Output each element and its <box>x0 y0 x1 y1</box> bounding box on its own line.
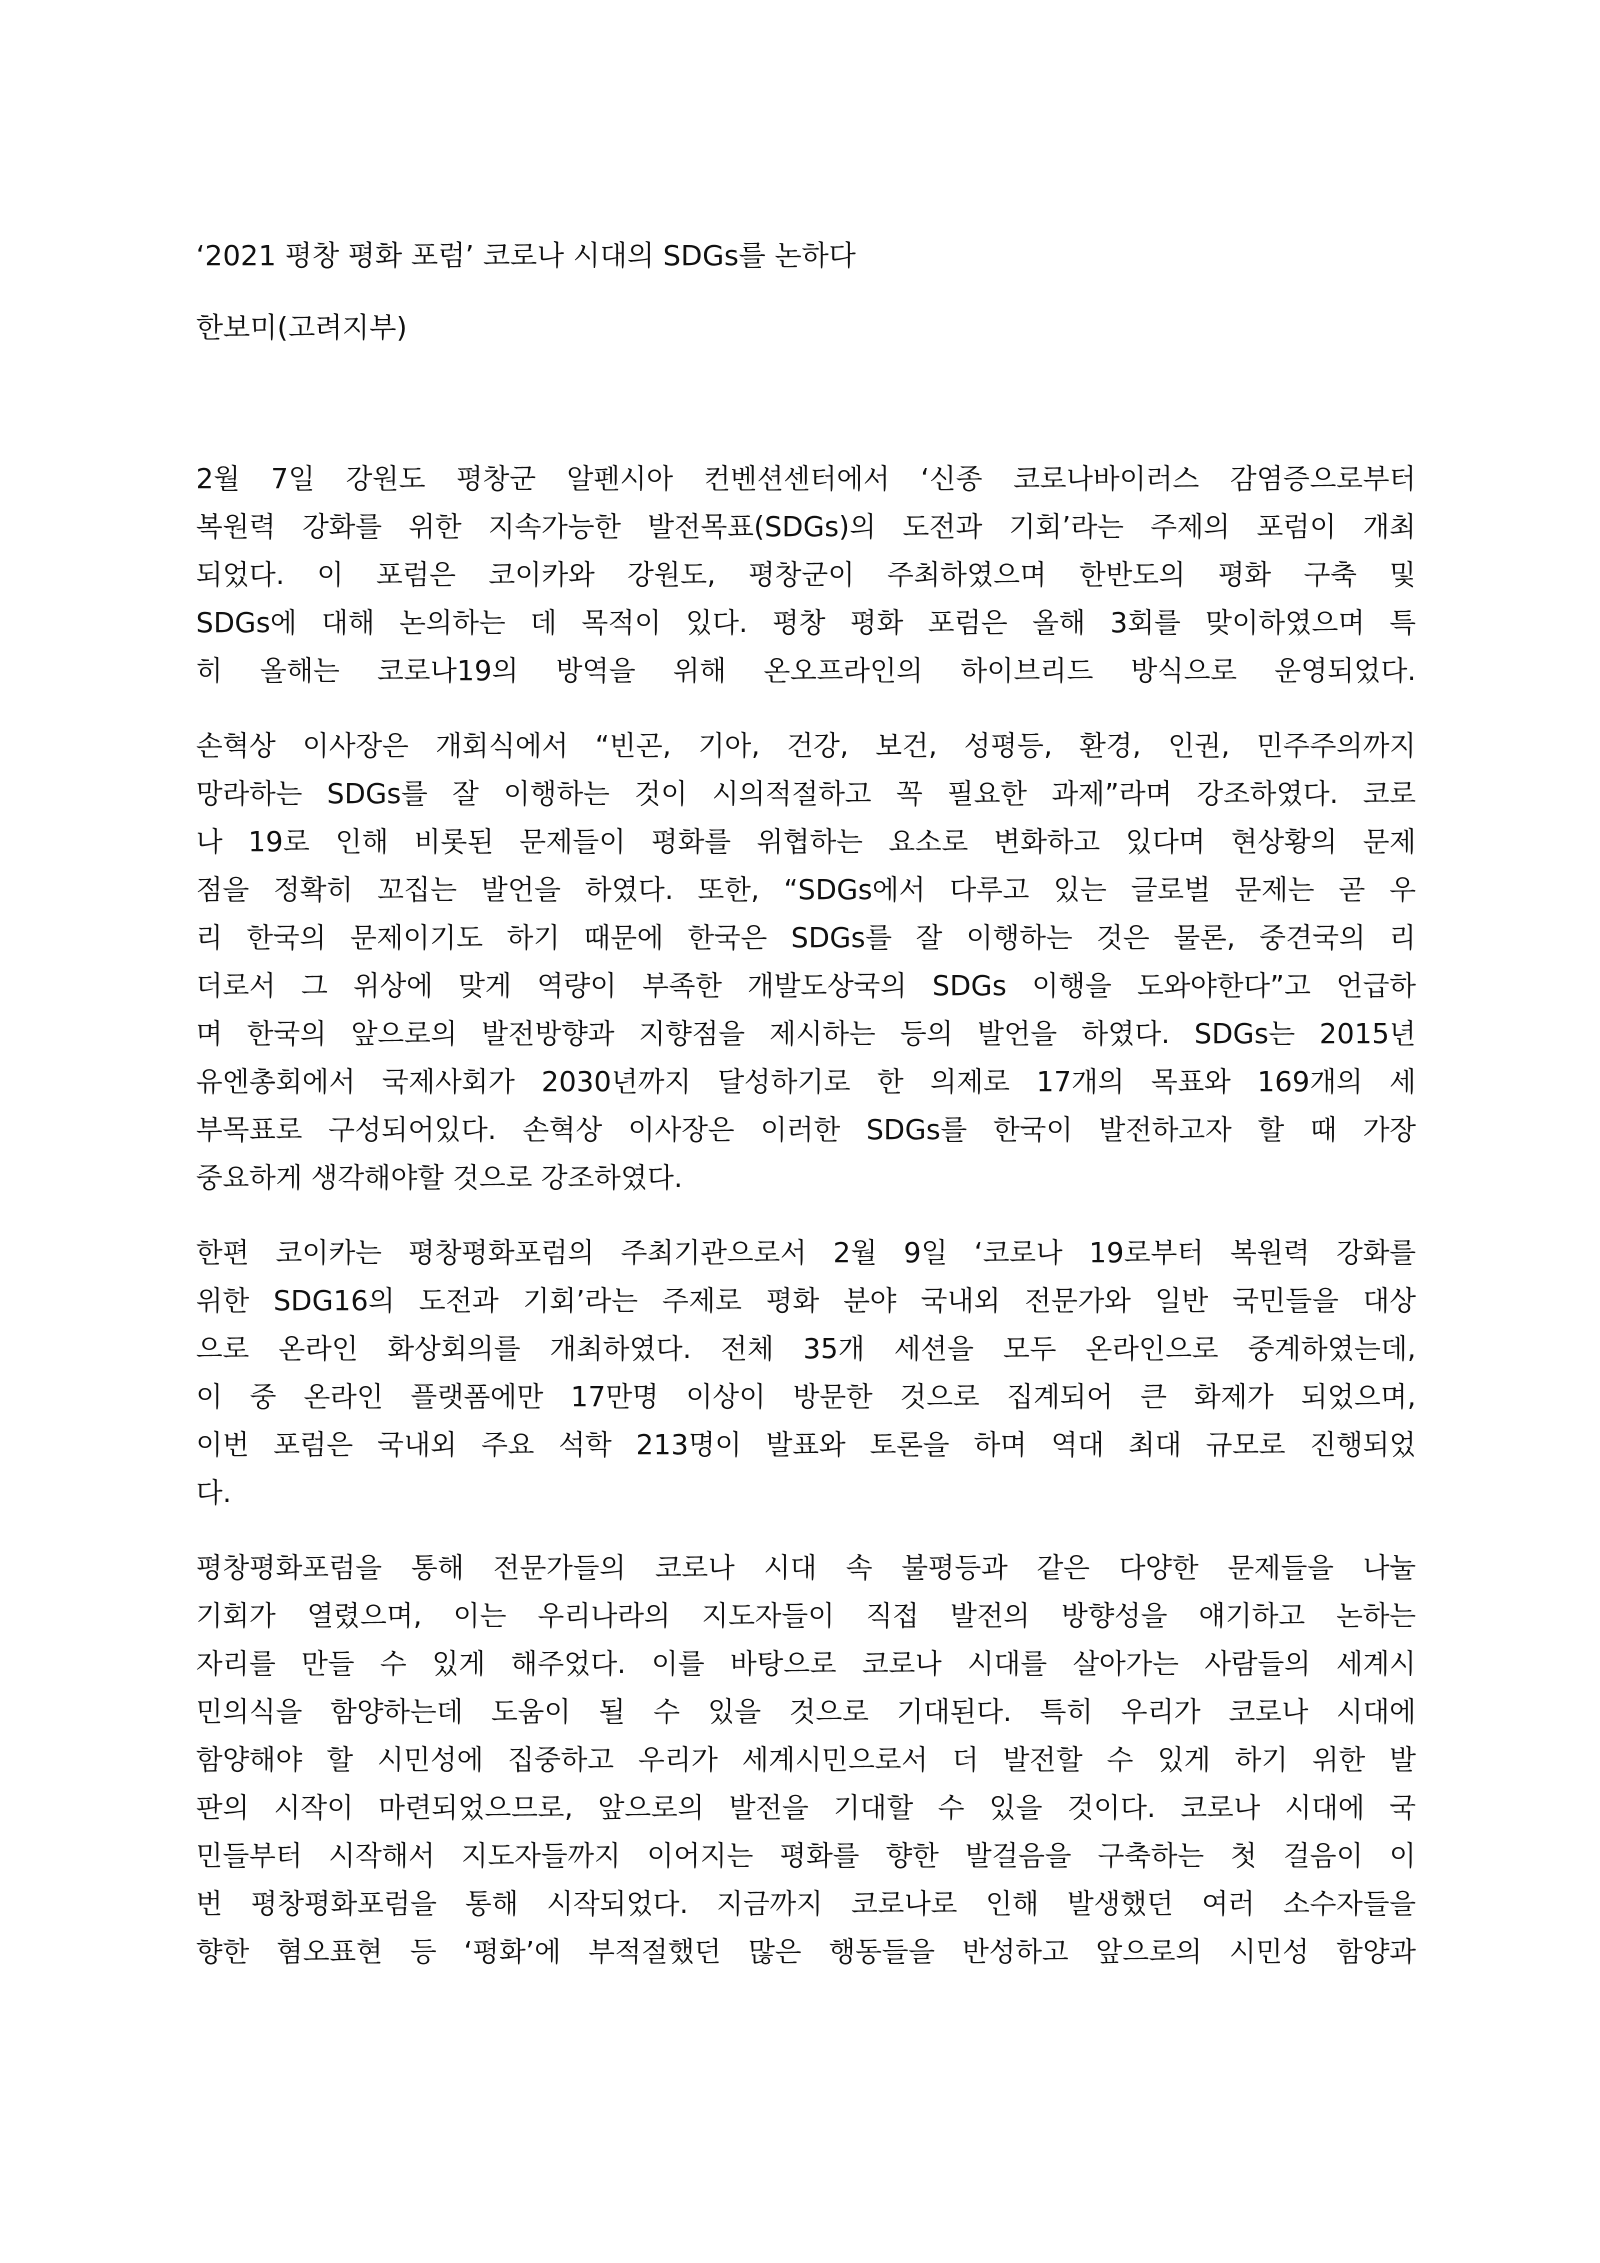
text-line: 유엔총회에서 국제사회가 2030년까지 달성하기로 한 의제로 17개의 목표와 169개의 세 <box>196 1066 1416 1098</box>
text-line: 리 한국의 문제이기도 하기 때문에 한국은 SDGs를 잘 이행하는 것은 물론, 중견국의 리 <box>196 922 1416 954</box>
text-line: 향한 혐오표현 등 ‘평화’에 부적절했던 많은 행동들을 반성하고 앞으로의 시민성 함양과 <box>196 1936 1416 1968</box>
text-line: 다. <box>196 1477 232 1509</box>
article-title: ‘2021 평창 평화 포럼’ 코로나 시대의 SDGs를 논하다 <box>196 239 856 272</box>
text-line: 며 한국의 앞으로의 발전방향과 지향점을 제시하는 등의 발언을 하였다. SDGs는 2015년 <box>196 1018 1416 1050</box>
text-line: 손혁상 이사장은 개회식에서 “빈곤, 기아, 건강, 보건, 성평등, 환경, 인권, 민주주의까지 <box>196 730 1416 762</box>
text-line: 기회가 열렸으며, 이는 우리나라의 지도자들이 직접 발전의 방향성을 얘기하고 논하는 <box>196 1600 1416 1632</box>
text-line: 한편 코이카는 평창평화포럼의 주최기관으로서 2월 9일 ‘코로나 19로부터 복원력 강화를 <box>196 1237 1416 1269</box>
text-line: 중요하게 생각해야할 것으로 강조하였다. <box>196 1162 683 1194</box>
text-line: 민들부터 시작해서 지도자들까지 이어지는 평화를 향한 발걸음을 구축하는 첫 걸음이 이 <box>196 1840 1416 1872</box>
article-body <box>196 455 1416 2003</box>
text-line: 함양해야 할 시민성에 집중하고 우리가 세계시민으로서 더 발전할 수 있게 하기 위한 발 <box>196 1744 1416 1776</box>
paragraph-4 <box>196 1544 1416 1976</box>
text-line: 판의 시작이 마련되었으므로, 앞으로의 발전을 기대할 수 있을 것이다. 코로나 시대에 국 <box>196 1792 1416 1824</box>
text-line: 더로서 그 위상에 맞게 역량이 부족한 개발도상국의 SDGs 이행을 도와야한다”고 언급하 <box>196 970 1416 1002</box>
text-line: 부목표로 구성되어있다. 손혁상 이사장은 이러한 SDGs를 한국이 발전하고자 할 때 가장 <box>196 1114 1416 1146</box>
article-author: 한보미(고려지부) <box>196 311 408 344</box>
text-line: 이번 포럼은 국내외 주요 석학 213명이 발표와 토론을 하며 역대 최대 규모로 진행되었 <box>196 1429 1416 1461</box>
text-line: 점을 정확히 꼬집는 발언을 하였다. 또한, “SDGs에서 다루고 있는 글로벌 문제는 곧 우 <box>196 874 1416 906</box>
text-line: 민의식을 함양하는데 도움이 될 수 있을 것으로 기대된다. 특히 우리가 코로나 시대에 <box>196 1696 1416 1728</box>
text-line: 망라하는 SDGs를 잘 이행하는 것이 시의적절하고 꼭 필요한 과제”라며 강조하였다. 코로 <box>196 778 1416 810</box>
text-line: 으로 온라인 화상회의를 개최하였다. 전체 35개 세션을 모두 온라인으로 중계하였는데, <box>196 1333 1416 1365</box>
text-line: 되었다. 이 포럼은 코이카와 강원도, 평창군이 주최하였으며 한반도의 평화 구축 및 <box>196 559 1416 591</box>
paragraph-3 <box>196 1229 1416 1517</box>
text-line: 복원력 강화를 위한 지속가능한 발전목표(SDGs)의 도전과 기회’라는 주제의 포럼이 개최 <box>196 511 1416 543</box>
text-line: 평창평화포럼을 통해 전문가들의 코로나 시대 속 불평등과 같은 다양한 문제들을 나눌 <box>196 1552 1416 1584</box>
text-line: 히 올해는 코로나19의 방역을 위해 온오프라인의 하이브리드 방식으로 운영되었다. <box>196 655 1416 687</box>
text-line: 이 중 온라인 플랫폼에만 17만명 이상이 방문한 것으로 집계되어 큰 화제가 되었으며, <box>196 1381 1416 1413</box>
text-line: 2월 7일 강원도 평창군 알펜시아 컨벤션센터에서 ‘신종 코로나바이러스 감염증으로부터 <box>196 463 1416 495</box>
paragraph-1 <box>196 455 1416 695</box>
paragraph-2 <box>196 722 1416 1202</box>
text-line: 번 평창평화포럼을 통해 시작되었다. 지금까지 코로나로 인해 발생했던 여러 소수자들을 <box>196 1888 1416 1920</box>
text-line: 나 19로 인해 비롯된 문제들이 평화를 위협하는 요소로 변화하고 있다며 현상황의 문제 <box>196 826 1416 858</box>
text-line: 자리를 만들 수 있게 해주었다. 이를 바탕으로 코로나 시대를 살아가는 사람들의 세계시 <box>196 1648 1416 1680</box>
text-line: SDGs에 대해 논의하는 데 목적이 있다. 평창 평화 포럼은 올해 3회를 맞이하였으며 특 <box>196 607 1416 639</box>
text-line: 위한 SDG16의 도전과 기회’라는 주제로 평화 분야 국내외 전문가와 일반 국민들을 대상 <box>196 1285 1416 1317</box>
